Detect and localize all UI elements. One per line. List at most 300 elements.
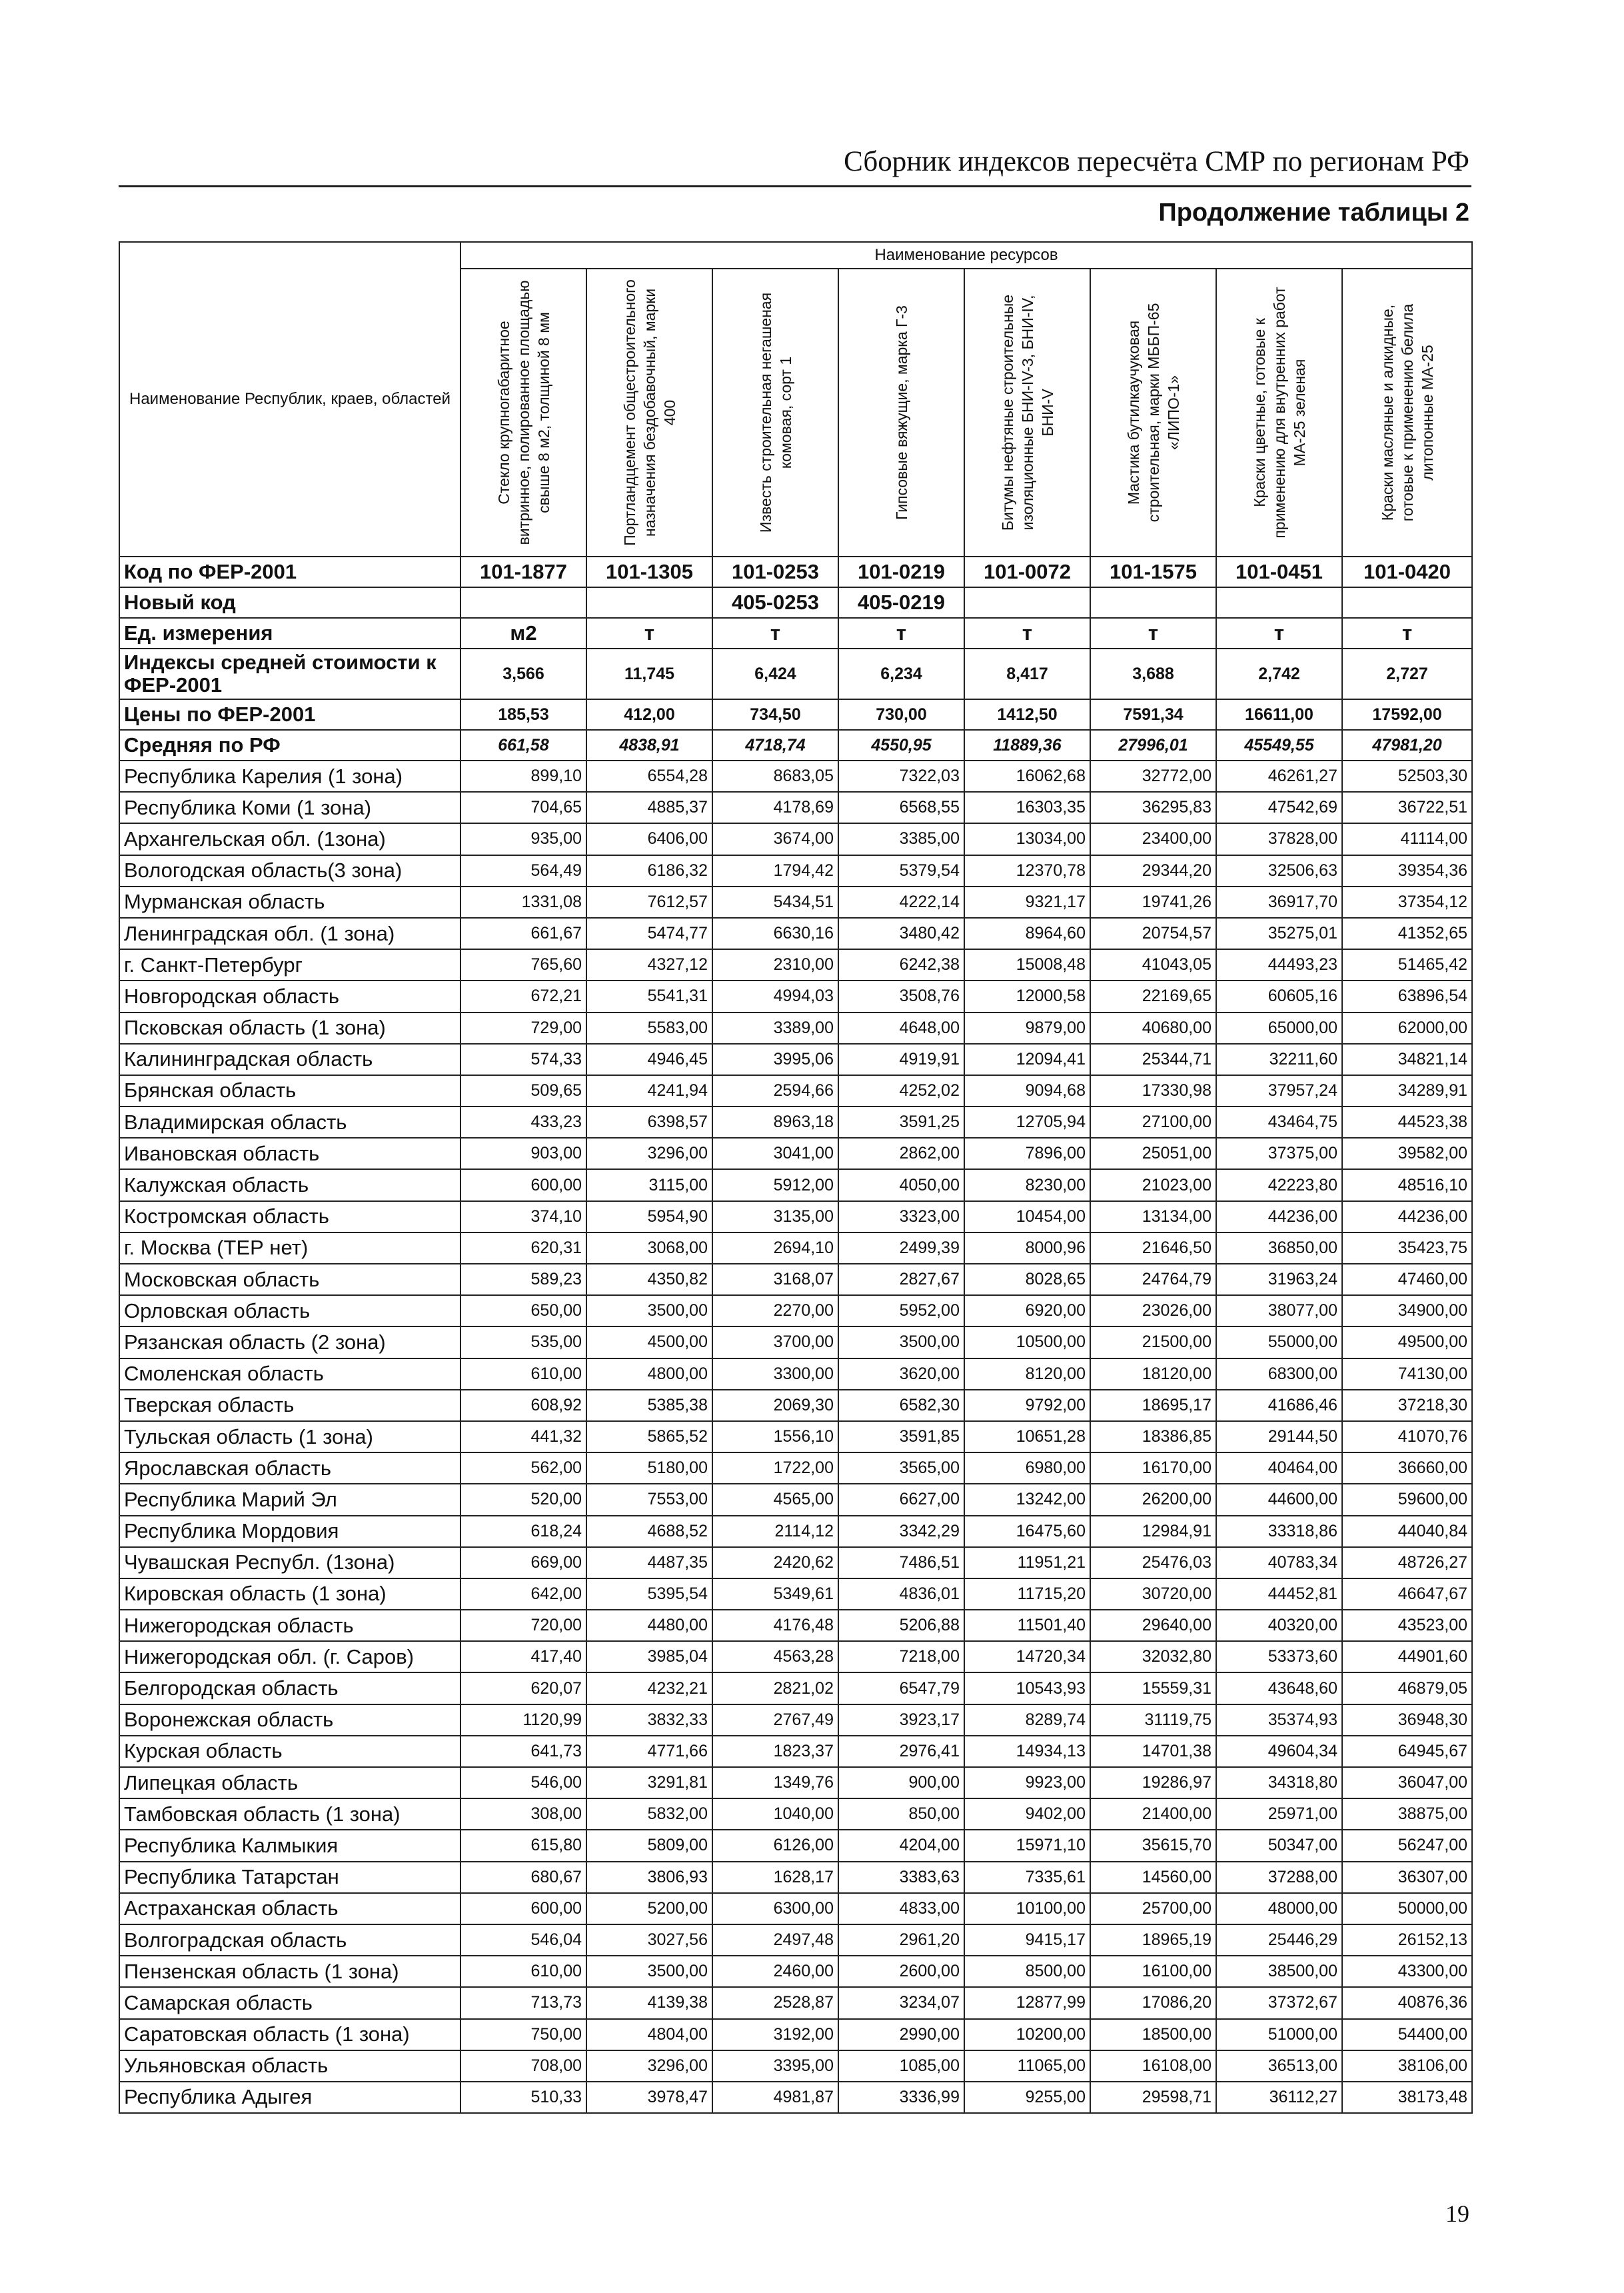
price-cell: 1085,00 bbox=[838, 2050, 964, 2082]
price-cell: 546,00 bbox=[460, 1767, 586, 1798]
price-cell: 59600,00 bbox=[1342, 1484, 1472, 1515]
price-cell: 16170,00 bbox=[1090, 1452, 1216, 1484]
price-cell: 15971,10 bbox=[964, 1830, 1090, 1861]
price-cell: 610,00 bbox=[460, 1956, 586, 1987]
price-cell: 2961,20 bbox=[838, 1924, 964, 1956]
price-cell: 13242,00 bbox=[964, 1484, 1090, 1515]
table-row bbox=[119, 1044, 1472, 1075]
region-name-cell: Орловская область bbox=[119, 1295, 460, 1326]
price-cell: 1040,00 bbox=[712, 1798, 838, 1830]
price-cell: 36112,27 bbox=[1216, 2082, 1342, 2113]
price-cell: 2827,67 bbox=[838, 1264, 964, 1295]
table-row bbox=[119, 1547, 1472, 1578]
price-cell: 46647,67 bbox=[1342, 1578, 1472, 1610]
price-cell: 608,92 bbox=[460, 1390, 586, 1421]
price-cell: 6920,00 bbox=[964, 1295, 1090, 1326]
meta-cell: 3,566 bbox=[460, 649, 586, 699]
meta-row bbox=[119, 557, 1472, 587]
price-cell: 669,00 bbox=[460, 1547, 586, 1578]
price-cell: 7486,51 bbox=[838, 1547, 964, 1578]
meta-cell: т bbox=[586, 618, 712, 649]
region-name-cell: Республика Мордовия bbox=[119, 1516, 460, 1547]
price-cell: 16108,00 bbox=[1090, 2050, 1216, 2082]
price-cell: 25700,00 bbox=[1090, 1893, 1216, 1924]
price-cell: 63896,54 bbox=[1342, 981, 1472, 1012]
price-cell: 25476,03 bbox=[1090, 1547, 1216, 1578]
price-cell: 34900,00 bbox=[1342, 1295, 1472, 1326]
table-row bbox=[119, 2019, 1472, 2050]
price-cell: 53373,60 bbox=[1216, 1641, 1342, 1672]
region-name-cell: Нижегородская обл. (г. Саров) bbox=[119, 1641, 460, 1672]
price-cell: 4833,00 bbox=[838, 1893, 964, 1924]
region-name-cell: Кировская область (1 зона) bbox=[119, 1578, 460, 1610]
price-cell: 10100,00 bbox=[964, 1893, 1090, 1924]
price-cell: 620,31 bbox=[460, 1232, 586, 1264]
region-name-cell: Калужская область bbox=[119, 1169, 460, 1200]
table-row bbox=[119, 1956, 1472, 1987]
price-cell: 8500,00 bbox=[964, 1956, 1090, 1987]
price-cell: 34289,91 bbox=[1342, 1075, 1472, 1107]
table-row bbox=[119, 981, 1472, 1012]
resource-column-header-label: Битумы нефтяные строительные изоляционные БНИ-IV-3, БНИ-IV, БНИ-V bbox=[998, 294, 1056, 531]
price-cell: 642,00 bbox=[460, 1578, 586, 1610]
price-cell: 2594,66 bbox=[712, 1075, 838, 1107]
price-cell: 433,23 bbox=[460, 1107, 586, 1138]
price-cell: 3135,00 bbox=[712, 1201, 838, 1232]
price-cell: 4222,14 bbox=[838, 887, 964, 918]
price-cell: 546,04 bbox=[460, 1924, 586, 1956]
price-cell: 49604,34 bbox=[1216, 1736, 1342, 1767]
price-cell: 3342,29 bbox=[838, 1516, 964, 1547]
price-cell: 4648,00 bbox=[838, 1013, 964, 1044]
price-cell: 50347,00 bbox=[1216, 1830, 1342, 1861]
price-cell: 5832,00 bbox=[586, 1798, 712, 1830]
table-row bbox=[119, 1295, 1472, 1326]
price-cell: 3508,76 bbox=[838, 981, 964, 1012]
region-name-cell: Республика Карелия (1 зона) bbox=[119, 761, 460, 792]
price-cell: 5952,00 bbox=[838, 1295, 964, 1326]
meta-cell: т bbox=[964, 618, 1090, 649]
table-row bbox=[119, 918, 1472, 949]
region-name-cell: Республика Марий Эл bbox=[119, 1484, 460, 1515]
meta-cell: 2,742 bbox=[1216, 649, 1342, 699]
region-name-cell: г. Москва (ТЕР нет) bbox=[119, 1232, 460, 1264]
price-cell: 935,00 bbox=[460, 823, 586, 855]
price-cell: 5200,00 bbox=[586, 1893, 712, 1924]
meta-cell: 101-1877 bbox=[460, 557, 586, 587]
price-cell: 12984,91 bbox=[1090, 1516, 1216, 1547]
price-cell: 4487,35 bbox=[586, 1547, 712, 1578]
price-cell: 16062,68 bbox=[964, 761, 1090, 792]
price-cell: 5912,00 bbox=[712, 1169, 838, 1200]
price-cell: 5474,77 bbox=[586, 918, 712, 949]
resource-column-header-label: Краски цветные, готовые к применению для внутренних работ МА-25 зеленая bbox=[1250, 287, 1308, 539]
price-cell: 4800,00 bbox=[586, 1358, 712, 1390]
price-cell: 899,10 bbox=[460, 761, 586, 792]
table-row bbox=[119, 1862, 1472, 1893]
price-cell: 308,00 bbox=[460, 1798, 586, 1830]
meta-cell: т bbox=[712, 618, 838, 649]
price-cell: 43523,00 bbox=[1342, 1610, 1472, 1641]
price-cell: 23026,00 bbox=[1090, 1295, 1216, 1326]
price-cell: 47542,69 bbox=[1216, 792, 1342, 823]
price-cell: 25051,00 bbox=[1090, 1138, 1216, 1169]
price-cell: 2497,48 bbox=[712, 1924, 838, 1956]
table-row bbox=[119, 1232, 1472, 1264]
meta-row-label: Код по ФЕР-2001 bbox=[119, 557, 460, 587]
table-row bbox=[119, 1516, 1472, 1547]
price-cell: 850,00 bbox=[838, 1798, 964, 1830]
meta-row bbox=[119, 587, 1472, 618]
region-name-cell: Мурманская область bbox=[119, 887, 460, 918]
price-cell: 37218,30 bbox=[1342, 1390, 1472, 1421]
price-cell: 25971,00 bbox=[1216, 1798, 1342, 1830]
price-cell: 37354,12 bbox=[1342, 887, 1472, 918]
table-row bbox=[119, 1264, 1472, 1295]
price-cell: 20754,57 bbox=[1090, 918, 1216, 949]
price-cell: 2310,00 bbox=[712, 949, 838, 981]
price-cell: 36660,00 bbox=[1342, 1452, 1472, 1484]
price-cell: 12705,94 bbox=[964, 1107, 1090, 1138]
price-cell: 44901,60 bbox=[1342, 1641, 1472, 1672]
region-name-cell: Московская область bbox=[119, 1264, 460, 1295]
price-cell: 3041,00 bbox=[712, 1138, 838, 1169]
resource-column-header bbox=[1090, 269, 1216, 557]
region-name-cell: Белгородская область bbox=[119, 1672, 460, 1704]
price-cell: 2976,41 bbox=[838, 1736, 964, 1767]
price-cell: 41686,46 bbox=[1216, 1390, 1342, 1421]
price-cell: 30720,00 bbox=[1090, 1578, 1216, 1610]
price-cell: 5349,61 bbox=[712, 1578, 838, 1610]
meta-cell: т bbox=[1090, 618, 1216, 649]
price-cell: 40320,00 bbox=[1216, 1610, 1342, 1641]
price-cell: 16303,35 bbox=[964, 792, 1090, 823]
price-cell: 4252,02 bbox=[838, 1075, 964, 1107]
meta-cell: 101-0219 bbox=[838, 557, 964, 587]
price-cell: 7612,57 bbox=[586, 887, 712, 918]
meta-cell bbox=[1090, 587, 1216, 618]
price-cell: 11065,00 bbox=[964, 2050, 1090, 2082]
price-cell: 51465,42 bbox=[1342, 949, 1472, 981]
region-name-cell: г. Санкт-Петербург bbox=[119, 949, 460, 981]
resource-column-header-label: Стекло крупногабаритное витринное, полированное площадью свыше 8 м2, толщиной 8 мм bbox=[494, 280, 552, 545]
price-cell: 43648,60 bbox=[1216, 1672, 1342, 1704]
table-row bbox=[119, 1013, 1472, 1044]
meta-cell: 405-0253 bbox=[712, 587, 838, 618]
price-cell: 5954,90 bbox=[586, 1201, 712, 1232]
region-name-cell: Ленинградская обл. (1 зона) bbox=[119, 918, 460, 949]
price-cell: 40464,00 bbox=[1216, 1452, 1342, 1484]
table-row bbox=[119, 887, 1472, 918]
price-cell: 40680,00 bbox=[1090, 1013, 1216, 1044]
price-cell: 9792,00 bbox=[964, 1390, 1090, 1421]
region-name-cell: Ярославская область bbox=[119, 1452, 460, 1484]
price-cell: 37288,00 bbox=[1216, 1862, 1342, 1893]
price-cell: 50000,00 bbox=[1342, 1893, 1472, 1924]
price-cell: 3336,99 bbox=[838, 2082, 964, 2113]
price-cell: 5809,00 bbox=[586, 1830, 712, 1861]
price-cell: 374,10 bbox=[460, 1201, 586, 1232]
price-cell: 32211,60 bbox=[1216, 1044, 1342, 1075]
price-cell: 4836,01 bbox=[838, 1578, 964, 1610]
price-cell: 48726,27 bbox=[1342, 1547, 1472, 1578]
price-cell: 7218,00 bbox=[838, 1641, 964, 1672]
table-row bbox=[119, 1484, 1472, 1515]
table-row bbox=[119, 1987, 1472, 2018]
meta-cell: т bbox=[1216, 618, 1342, 649]
price-cell: 31963,24 bbox=[1216, 1264, 1342, 1295]
price-cell: 8120,00 bbox=[964, 1358, 1090, 1390]
price-cell: 39354,36 bbox=[1342, 855, 1472, 887]
price-cell: 18500,00 bbox=[1090, 2019, 1216, 2050]
region-name-cell: Тамбовская область (1 зона) bbox=[119, 1798, 460, 1830]
table-row bbox=[119, 1075, 1472, 1107]
table-row bbox=[119, 1830, 1472, 1861]
price-cell: 5206,88 bbox=[838, 1610, 964, 1641]
price-cell: 21646,50 bbox=[1090, 1232, 1216, 1264]
price-cell: 3192,00 bbox=[712, 2019, 838, 2050]
price-cell: 10651,28 bbox=[964, 1421, 1090, 1452]
meta-row bbox=[119, 699, 1472, 730]
meta-cell: 6,424 bbox=[712, 649, 838, 699]
price-cell: 55000,00 bbox=[1216, 1326, 1342, 1358]
resource-column-header-label: Краски масляные и алкидные, готовые к применению белила литопонные МА-25 bbox=[1378, 303, 1436, 522]
region-name-cell: Калининградская область bbox=[119, 1044, 460, 1075]
price-cell: 35615,70 bbox=[1090, 1830, 1216, 1861]
price-cell: 3068,00 bbox=[586, 1232, 712, 1264]
price-cell: 47460,00 bbox=[1342, 1264, 1472, 1295]
price-cell: 6627,00 bbox=[838, 1484, 964, 1515]
region-name-cell: Липецкая область bbox=[119, 1767, 460, 1798]
price-cell: 15559,31 bbox=[1090, 1672, 1216, 1704]
price-cell: 37957,24 bbox=[1216, 1075, 1342, 1107]
region-name-cell: Самарская область bbox=[119, 1987, 460, 2018]
resource-price-table bbox=[119, 241, 1473, 2114]
price-cell: 7553,00 bbox=[586, 1484, 712, 1515]
price-cell: 11715,20 bbox=[964, 1578, 1090, 1610]
price-cell: 641,73 bbox=[460, 1736, 586, 1767]
price-cell: 3500,00 bbox=[586, 1295, 712, 1326]
meta-cell: 8,417 bbox=[964, 649, 1090, 699]
price-cell: 38106,00 bbox=[1342, 2050, 1472, 2082]
price-cell: 2990,00 bbox=[838, 2019, 964, 2050]
price-cell: 535,00 bbox=[460, 1326, 586, 1358]
price-cell: 12000,58 bbox=[964, 981, 1090, 1012]
meta-cell: 1412,50 bbox=[964, 699, 1090, 730]
price-cell: 36917,70 bbox=[1216, 887, 1342, 918]
price-cell: 51000,00 bbox=[1216, 2019, 1342, 2050]
price-cell: 3385,00 bbox=[838, 823, 964, 855]
resource-column-header bbox=[712, 269, 838, 557]
price-cell: 65000,00 bbox=[1216, 1013, 1342, 1044]
price-cell: 6398,57 bbox=[586, 1107, 712, 1138]
price-cell: 35275,01 bbox=[1216, 918, 1342, 949]
table-row bbox=[119, 1641, 1472, 1672]
price-cell: 713,73 bbox=[460, 1987, 586, 2018]
table-continuation-title: Продолжение таблицы 2 bbox=[1158, 199, 1469, 227]
price-cell: 8289,74 bbox=[964, 1704, 1090, 1736]
price-cell: 19741,26 bbox=[1090, 887, 1216, 918]
meta-cell: 4718,74 bbox=[712, 730, 838, 761]
price-cell: 10200,00 bbox=[964, 2019, 1090, 2050]
table-row bbox=[119, 792, 1472, 823]
price-cell: 3700,00 bbox=[712, 1326, 838, 1358]
price-cell: 11501,40 bbox=[964, 1610, 1090, 1641]
price-cell: 36948,30 bbox=[1342, 1704, 1472, 1736]
region-name-cell: Воронежская область bbox=[119, 1704, 460, 1736]
price-cell: 46879,05 bbox=[1342, 1672, 1472, 1704]
price-cell: 18386,85 bbox=[1090, 1421, 1216, 1452]
region-name-cell: Астраханская область bbox=[119, 1893, 460, 1924]
meta-cell: 4550,95 bbox=[838, 730, 964, 761]
meta-cell: 101-0072 bbox=[964, 557, 1090, 587]
resource-column-header-label: Известь строительная негашеная комовая, сорт 1 bbox=[756, 292, 794, 533]
price-cell: 3323,00 bbox=[838, 1201, 964, 1232]
price-cell: 9415,17 bbox=[964, 1924, 1090, 1956]
region-name-cell: Курская область bbox=[119, 1736, 460, 1767]
price-cell: 9321,17 bbox=[964, 887, 1090, 918]
table-row bbox=[119, 761, 1472, 792]
price-cell: 49500,00 bbox=[1342, 1326, 1472, 1358]
region-name-cell: Владимирская область bbox=[119, 1107, 460, 1138]
price-cell: 64945,67 bbox=[1342, 1736, 1472, 1767]
price-cell: 4565,00 bbox=[712, 1484, 838, 1515]
meta-row-label: Новый код bbox=[119, 587, 460, 618]
price-cell: 4804,00 bbox=[586, 2019, 712, 2050]
meta-cell: 101-0451 bbox=[1216, 557, 1342, 587]
price-cell: 34318,80 bbox=[1216, 1767, 1342, 1798]
region-column-header: Наименование Республик, краев, областей bbox=[119, 242, 460, 557]
price-cell: 17086,20 bbox=[1090, 1987, 1216, 2018]
price-cell: 8000,96 bbox=[964, 1232, 1090, 1264]
table-row bbox=[119, 2050, 1472, 2082]
price-cell: 13034,00 bbox=[964, 823, 1090, 855]
region-name-cell: Костромская область bbox=[119, 1201, 460, 1232]
price-cell: 618,24 bbox=[460, 1516, 586, 1547]
price-cell: 6300,00 bbox=[712, 1893, 838, 1924]
table-row bbox=[119, 823, 1472, 855]
price-cell: 3500,00 bbox=[586, 1956, 712, 1987]
price-cell: 17330,98 bbox=[1090, 1075, 1216, 1107]
price-cell: 14720,34 bbox=[964, 1641, 1090, 1672]
price-cell: 4327,12 bbox=[586, 949, 712, 981]
table-row bbox=[119, 1452, 1472, 1484]
price-cell: 12094,41 bbox=[964, 1044, 1090, 1075]
price-cell: 41070,76 bbox=[1342, 1421, 1472, 1452]
price-cell: 6126,00 bbox=[712, 1830, 838, 1861]
resource-column-header bbox=[586, 269, 712, 557]
price-cell: 10454,00 bbox=[964, 1201, 1090, 1232]
price-cell: 2821,02 bbox=[712, 1672, 838, 1704]
meta-cell bbox=[460, 587, 586, 618]
price-cell: 22169,65 bbox=[1090, 981, 1216, 1012]
table-row bbox=[119, 1326, 1472, 1358]
price-cell: 5395,54 bbox=[586, 1578, 712, 1610]
resource-column-header bbox=[460, 269, 586, 557]
meta-cell: 101-0420 bbox=[1342, 557, 1472, 587]
table-row bbox=[119, 1421, 1472, 1452]
price-cell: 3565,00 bbox=[838, 1452, 964, 1484]
region-name-cell: Пензенская область (1 зона) bbox=[119, 1956, 460, 1987]
price-cell: 3500,00 bbox=[838, 1326, 964, 1358]
price-cell: 1722,00 bbox=[712, 1452, 838, 1484]
region-name-cell: Рязанская область (2 зона) bbox=[119, 1326, 460, 1358]
document-header-title: Сборник индексов пересчёта СМР по регионам РФ bbox=[844, 146, 1469, 177]
resource-column-header bbox=[964, 269, 1090, 557]
price-cell: 589,23 bbox=[460, 1264, 586, 1295]
price-cell: 9094,68 bbox=[964, 1075, 1090, 1107]
price-cell: 729,00 bbox=[460, 1013, 586, 1044]
price-cell: 4241,94 bbox=[586, 1075, 712, 1107]
price-cell: 14934,13 bbox=[964, 1736, 1090, 1767]
price-cell: 3168,07 bbox=[712, 1264, 838, 1295]
region-name-cell: Республика Адыгея bbox=[119, 2082, 460, 2113]
region-name-cell: Ульяновская область bbox=[119, 2050, 460, 2082]
price-cell: 4232,21 bbox=[586, 1672, 712, 1704]
price-cell: 562,00 bbox=[460, 1452, 586, 1484]
price-cell: 54400,00 bbox=[1342, 2019, 1472, 2050]
price-cell: 43464,75 bbox=[1216, 1107, 1342, 1138]
price-cell: 2420,62 bbox=[712, 1547, 838, 1578]
price-cell: 14560,00 bbox=[1090, 1862, 1216, 1893]
resource-column-header-label: Портландцемент общестроительного назначения бездобавочный, марки 400 bbox=[620, 279, 678, 546]
price-cell: 3591,85 bbox=[838, 1421, 964, 1452]
price-cell: 7322,03 bbox=[838, 761, 964, 792]
price-cell: 24764,79 bbox=[1090, 1264, 1216, 1295]
price-cell: 21023,00 bbox=[1090, 1169, 1216, 1200]
price-cell: 3806,93 bbox=[586, 1862, 712, 1893]
region-name-cell: Республика Татарстан bbox=[119, 1862, 460, 1893]
price-cell: 3480,42 bbox=[838, 918, 964, 949]
price-cell: 10500,00 bbox=[964, 1326, 1090, 1358]
price-cell: 38500,00 bbox=[1216, 1956, 1342, 1987]
price-cell: 4688,52 bbox=[586, 1516, 712, 1547]
price-cell: 600,00 bbox=[460, 1893, 586, 1924]
price-cell: 26200,00 bbox=[1090, 1484, 1216, 1515]
price-cell: 21500,00 bbox=[1090, 1326, 1216, 1358]
price-cell: 38875,00 bbox=[1342, 1798, 1472, 1830]
price-cell: 8028,65 bbox=[964, 1264, 1090, 1295]
price-cell: 510,33 bbox=[460, 2082, 586, 2113]
price-cell: 5865,52 bbox=[586, 1421, 712, 1452]
price-cell: 74130,00 bbox=[1342, 1358, 1472, 1390]
price-cell: 3234,07 bbox=[838, 1987, 964, 2018]
price-cell: 31119,75 bbox=[1090, 1704, 1216, 1736]
price-cell: 4563,28 bbox=[712, 1641, 838, 1672]
price-cell: 36722,51 bbox=[1342, 792, 1472, 823]
region-name-cell: Вологодская область(3 зона) bbox=[119, 855, 460, 887]
price-cell: 4946,45 bbox=[586, 1044, 712, 1075]
price-cell: 9402,00 bbox=[964, 1798, 1090, 1830]
region-name-cell: Смоленская область bbox=[119, 1358, 460, 1390]
region-name-cell: Тульская область (1 зона) bbox=[119, 1421, 460, 1452]
table-row bbox=[119, 1736, 1472, 1767]
price-cell: 4771,66 bbox=[586, 1736, 712, 1767]
meta-cell: 17592,00 bbox=[1342, 699, 1472, 730]
meta-cell: 27996,01 bbox=[1090, 730, 1216, 761]
price-cell: 6630,16 bbox=[712, 918, 838, 949]
resource-column-header-label: Гипсовые вяжущие, марка Г-3 bbox=[892, 305, 910, 520]
meta-cell: 101-0253 bbox=[712, 557, 838, 587]
table-row bbox=[119, 1798, 1472, 1830]
price-cell: 48516,10 bbox=[1342, 1169, 1472, 1200]
price-cell: 32772,00 bbox=[1090, 761, 1216, 792]
price-cell: 650,00 bbox=[460, 1295, 586, 1326]
price-cell: 29640,00 bbox=[1090, 1610, 1216, 1641]
price-cell: 2862,00 bbox=[838, 1138, 964, 1169]
price-cell: 25446,29 bbox=[1216, 1924, 1342, 1956]
price-cell: 37375,00 bbox=[1216, 1138, 1342, 1169]
